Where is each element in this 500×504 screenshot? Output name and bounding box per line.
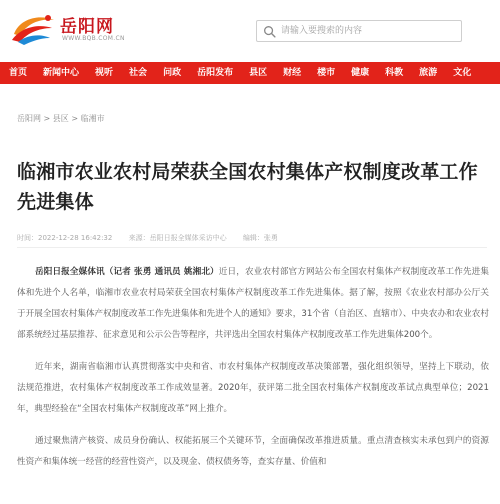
article-body: [17, 262, 489, 484]
nav-item-video[interactable]: 视听: [95, 68, 114, 78]
logo-text: 岳阳网: [60, 17, 114, 37]
nav-item-travel[interactable]: 旅游: [419, 68, 438, 78]
nav-item-counties[interactable]: 县区: [249, 68, 268, 78]
search-box[interactable]: [256, 20, 462, 42]
logo-swoosh-icon: [10, 12, 56, 46]
nav-item-inquiry[interactable]: 问政: [163, 68, 182, 78]
article-paragraph: [17, 262, 489, 346]
nav-item-news[interactable]: 新闻中心: [43, 68, 80, 78]
article-editor: 编辑：张勇: [242, 234, 278, 242]
site-logo[interactable]: [10, 10, 150, 48]
search-input[interactable]: [281, 23, 457, 39]
article-paragraph: 通过聚焦清产核资、成员身份确认、权能拓展三个关键环节，全面确保改革推进质量。重点清查核实未承包到户的资源性资产和集体统一经营的经营性资产，以及现金、债权债务等，查实存量、价值和: [17, 436, 489, 467]
article-source: 来源：岳阳日报全媒体采访中心: [128, 234, 227, 242]
breadcrumb-separator: >: [68, 114, 81, 123]
breadcrumb: [17, 113, 105, 124]
nav-item-society[interactable]: 社会: [129, 68, 148, 78]
article-paragraph-text: 近日，农业农村部官方网站公布全国农村集体产权制度改革工作先进集体和先进个人名单，临湘市农业农村局荣获全国农村集体产权制度改革工作先进集体。据了解，按照《农业农村部办公厅关于开展全国农村集体产权制度改革工作先进集体和先进个人的通知》要求，31个省（自治区、直辖市）、中央农办和农业农村部系统经过基层推荐、征求意见和公示公告等程序，共评选出全国农村集体产权制度改革工作先进集体200个。: [17, 267, 489, 340]
nav-item-education[interactable]: 科教: [385, 68, 404, 78]
breadcrumb-separator: >: [41, 114, 53, 123]
logo-url: WWW.BQB.COM.CN: [62, 35, 125, 42]
article-lead: 岳阳日报全媒体讯（记者 张勇 通讯员 姚湘北）: [35, 267, 219, 277]
nav-item-culture[interactable]: 文化: [453, 68, 472, 78]
article-meta: [17, 233, 487, 243]
nav-item-health[interactable]: 健康: [351, 68, 370, 78]
article-time: 时间：2022-12-28 16:42:32: [17, 234, 113, 242]
site-header: [0, 0, 500, 60]
main-nav: [0, 62, 500, 84]
search-icon[interactable]: [263, 25, 276, 38]
nav-item-finance[interactable]: 财经: [283, 68, 302, 78]
nav-item-home[interactable]: 首页: [9, 68, 28, 78]
nav-item-property[interactable]: 楼市: [317, 68, 336, 78]
breadcrumb-counties[interactable]: 县区: [52, 114, 69, 123]
breadcrumb-home[interactable]: 岳阳网: [17, 114, 41, 123]
breadcrumb-linxiang[interactable]: 临湘市: [80, 114, 105, 123]
article-title: 临湘市农业农村局荣获全国农村集体产权制度改革工作先进集体: [17, 161, 478, 213]
nav-item-release[interactable]: 岳阳发布: [197, 68, 234, 78]
article-paragraph: 近年来，湖南省临湘市认真贯彻落实中央和省、市农村集体产权制度改革决策部署，强化组织领导，坚持上下联动，依法规范推进，农村集体产权制度改革工作成效显著。2020年，获评第二批全国农村集体产权制度改革试点典型单位；2021年，典型经验在“全国农村集体产权制度改革”网上推介。: [17, 362, 489, 414]
divider: [17, 247, 487, 248]
